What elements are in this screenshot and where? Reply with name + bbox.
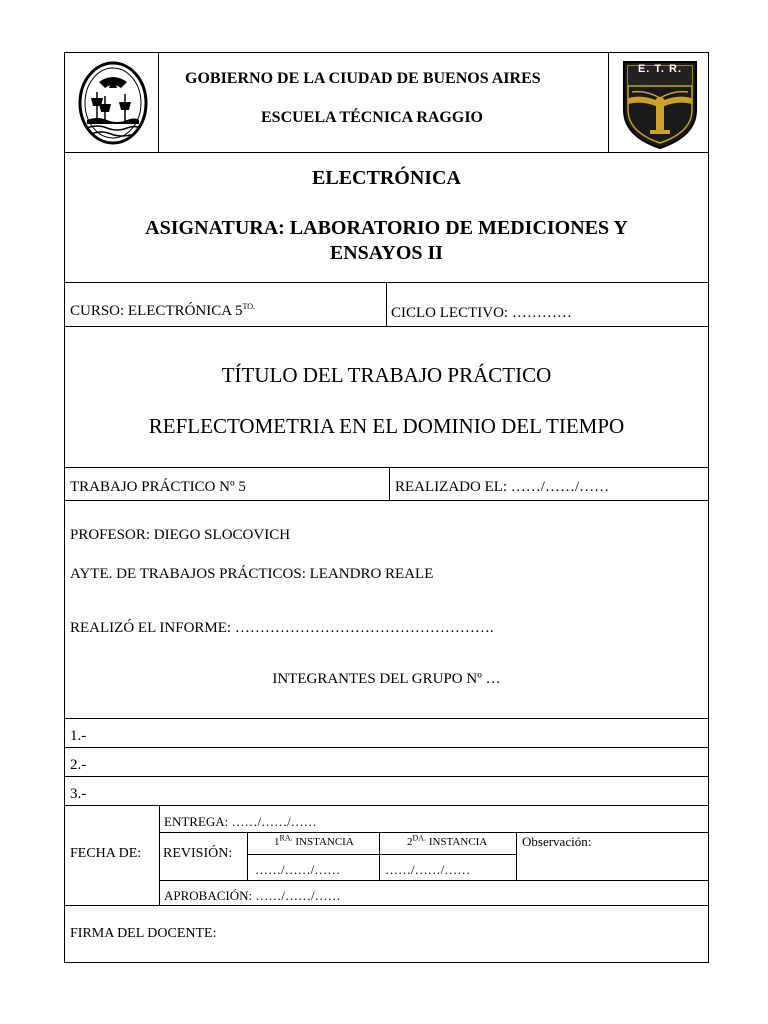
title-heading: TÍTULO DEL TRABAJO PRÁCTICO bbox=[221, 363, 552, 387]
subject-row bbox=[65, 153, 708, 283]
city-seal-icon bbox=[77, 60, 149, 146]
header-row bbox=[65, 53, 708, 153]
member-row bbox=[65, 777, 708, 806]
area-title: ELECTRÓNICA bbox=[312, 167, 461, 189]
member-row bbox=[65, 748, 708, 777]
curso-label: CURSO: ELECTRÓNICA 5 bbox=[70, 303, 243, 319]
firma-docente: FIRMA DEL DOCENTE: bbox=[70, 926, 217, 941]
member-label: 3.- bbox=[70, 786, 87, 802]
profesor: PROFESOR: DIEGO SLOCOVICH bbox=[70, 527, 291, 543]
fecha-de-label: FECHA DE: bbox=[70, 846, 142, 861]
cover-sheet bbox=[64, 52, 709, 963]
first-instance-header: $1^{RA.}$ INSTANCIA bbox=[274, 833, 354, 848]
tp-row bbox=[65, 468, 708, 501]
observacion-label: Observación: bbox=[522, 834, 592, 849]
second-instance-header: $2^{DA.}$ INSTANCIA bbox=[407, 833, 488, 848]
aprobacion-field: APROBACIÓN: ……/……/…… bbox=[164, 888, 341, 903]
first-instance-date: ……/……/…… bbox=[255, 862, 341, 877]
practice-title: REFLECTOMETRIA EN EL DOMINIO DEL TIEMPO bbox=[148, 414, 625, 438]
member-label: 2.- bbox=[70, 757, 87, 773]
member-label: 1.- bbox=[70, 728, 87, 744]
asignatura-line-2: ENSAYOS II bbox=[329, 242, 444, 264]
course-row bbox=[65, 283, 708, 327]
informe-field: REALIZÓ EL INFORME: ……………………………………………. bbox=[70, 620, 494, 636]
title-row bbox=[65, 327, 708, 468]
ciclo-lectivo-field: CICLO LECTIVO: ………… bbox=[391, 305, 572, 321]
school-name: ESCUELA TÉCNICA RAGGIO bbox=[261, 109, 483, 126]
member-row bbox=[65, 719, 708, 748]
curso-superscript: TO. bbox=[242, 302, 256, 311]
dates-block bbox=[65, 806, 708, 906]
curso-field bbox=[70, 303, 255, 320]
tp-number: TRABAJO PRÁCTICO Nº 5 bbox=[70, 479, 246, 495]
government-name: GOBIERNO DE LA CIUDAD DE BUENOS AIRES bbox=[185, 70, 541, 87]
grupo-heading: INTEGRANTES DEL GRUPO Nº … bbox=[272, 671, 501, 687]
ayudante: AYTE. DE TRABAJOS PRÁCTICOS: LEANDRO REALE bbox=[70, 566, 434, 582]
revision-label: REVISIÓN: bbox=[163, 846, 233, 861]
realizado-field: REALIZADO EL: ……/……/…… bbox=[395, 479, 610, 495]
staff-row bbox=[65, 501, 708, 719]
entrega-cell bbox=[159, 806, 708, 833]
second-instance-date: ……/……/…… bbox=[385, 862, 471, 877]
asignatura-line-1: ASIGNATURA: LABORATORIO DE MEDICIONES Y bbox=[145, 217, 628, 239]
entrega-field: ENTREGA: ……/……/…… bbox=[164, 814, 317, 829]
revision-cell bbox=[159, 832, 708, 881]
crest-label: E. T. R. bbox=[637, 63, 683, 75]
